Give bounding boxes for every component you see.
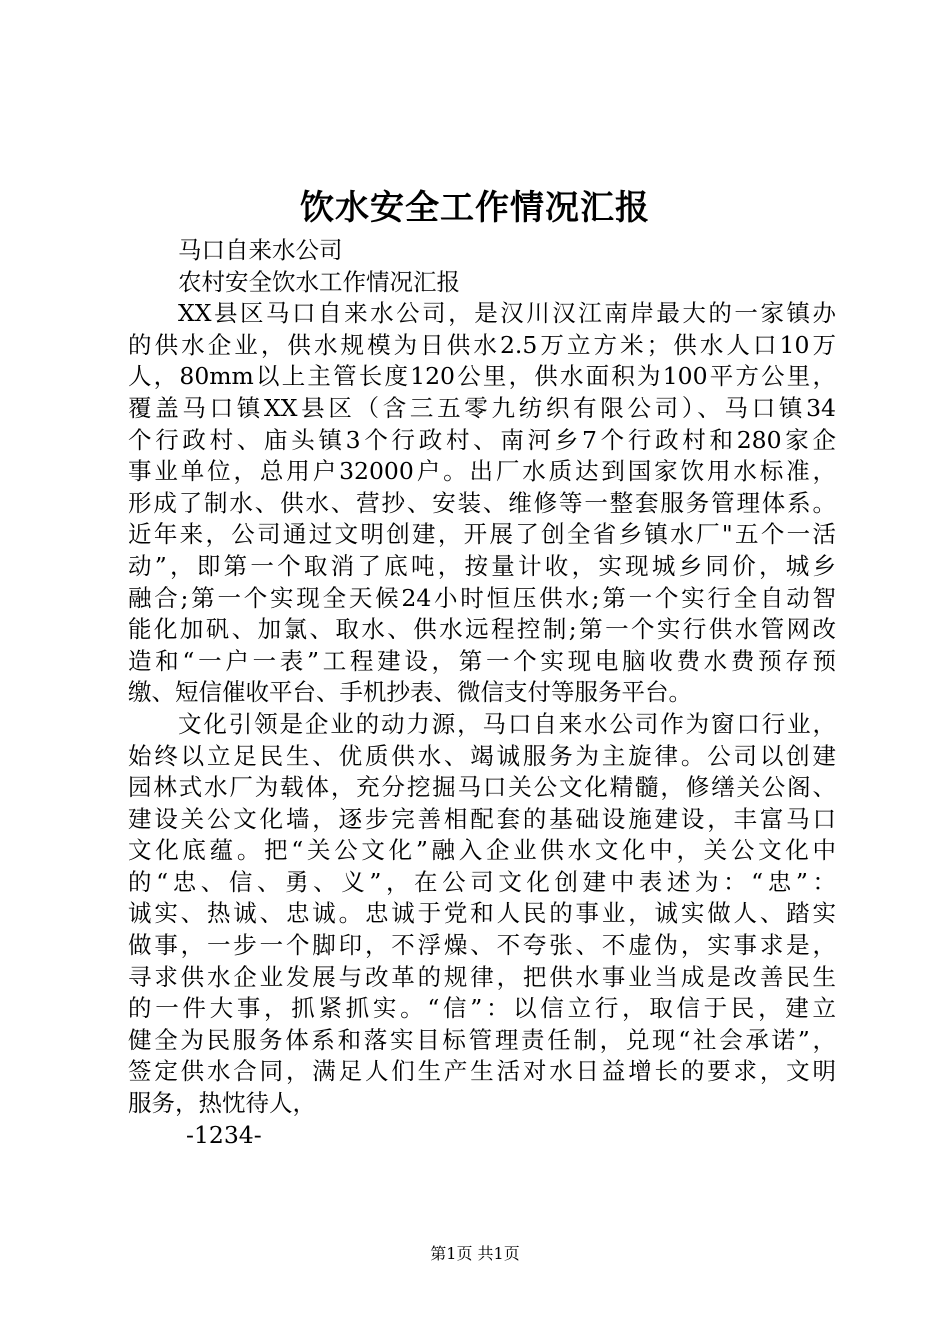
paragraph-line: 建设关公文化墙，逐步完善相配套的基础设施建设，丰富马口 xyxy=(128,804,836,833)
organization-line: 马口自来水公司 xyxy=(178,236,343,264)
document-title: 饮水安全工作情况汇报 xyxy=(300,188,650,228)
paragraph-line: 缴、短信催收平台、手机抄表、微信支付等服务平台。 xyxy=(128,678,692,707)
paragraph-line: 事业单位，总用户32000户。出厂水质达到国家饮用水标准， xyxy=(128,457,836,486)
paragraph-line: 的“忠、信、勇、义”，在公司文化创建中表述为：“忠”： xyxy=(128,867,836,896)
paragraph-line: 近年来，公司通过文明创建，开展了创全省乡镇水厂"五个一活 xyxy=(128,520,836,549)
paragraph-line: 做事，一步一个脚印，不浮燥、不夸张、不虚伪，实事求是， xyxy=(128,931,836,960)
paragraph-line: 融合;第一个实现全天候24小时恒压供水;第一个实行全自动智 xyxy=(128,583,836,612)
paragraph-line: 园林式水厂为载体，充分挖掘马口关公文化精髓，修缮关公阁、 xyxy=(128,773,836,802)
paragraph-line: 诚实、热诚、忠诚。忠诚于党和人民的事业，诚实做人、踏实 xyxy=(128,899,836,928)
paragraph-line: 覆盖马口镇XX县区（含三五零九纺织有限公司）、马口镇34 xyxy=(128,393,836,422)
report-subtitle-line: 农村安全饮水工作情况汇报 xyxy=(178,267,460,296)
paragraph-line: 的一件大事，抓紧抓实。“信”：以信立行，取信于民，建立 xyxy=(128,994,836,1023)
paragraph-line: XX县区马口自来水公司，是汉川汉江南岸最大的一家镇办 xyxy=(178,299,836,328)
paragraph-line: 文化底蕴。把“关公文化”融入企业供水文化中，关公文化中 xyxy=(128,836,836,865)
page-number-marker: -1234- xyxy=(186,1120,262,1149)
paragraph-line: 签定供水合同，满足人们生产生活对水日益增长的要求，文明 xyxy=(128,1057,836,1086)
paragraph-line: 服务，热忱待人， xyxy=(128,1089,316,1118)
document-body xyxy=(128,235,836,1151)
paragraph-line: 人，80mm以上主管长度120公里，供水面积为100平方公里， xyxy=(128,362,836,391)
page-footer: 第1页 共1页 xyxy=(430,1244,520,1263)
paragraph-line: 始终以立足民生、优质供水、竭诚服务为主旋律。公司以创建 xyxy=(128,741,836,770)
paragraph-line: 健全为民服务体系和落实目标管理责任制，兑现“社会承诺”， xyxy=(128,1025,836,1054)
paragraph-line: 寻求供水企业发展与改革的规律，把供水事业当成是改善民生 xyxy=(128,962,836,991)
paragraph-line: 的供水企业，供水规模为日供水2.5万立方米；供水人口10万 xyxy=(128,330,836,359)
paragraph-line: 个行政村、庙头镇3个行政村、南河乡7个行政村和280家企 xyxy=(128,425,836,454)
paragraph-line: 能化加矾、加氯、取水、供水远程控制;第一个实行供水管网改 xyxy=(128,615,836,644)
paragraph-line: 文化引领是企业的动力源，马口自来水公司作为窗口行业， xyxy=(178,709,836,738)
paragraph-line: 动”，即第一个取消了底吨，按量计收，实现城乡同价，城乡 xyxy=(128,551,836,580)
paragraph-1 xyxy=(128,298,836,709)
paragraph-2 xyxy=(128,709,836,1120)
paragraph-line: 造和“一户一表”工程建设，第一个实现电脑收费水费预存预 xyxy=(128,646,836,675)
paragraph-line: 形成了制水、供水、营抄、安装、维修等一整套服务管理体系。 xyxy=(128,488,836,517)
